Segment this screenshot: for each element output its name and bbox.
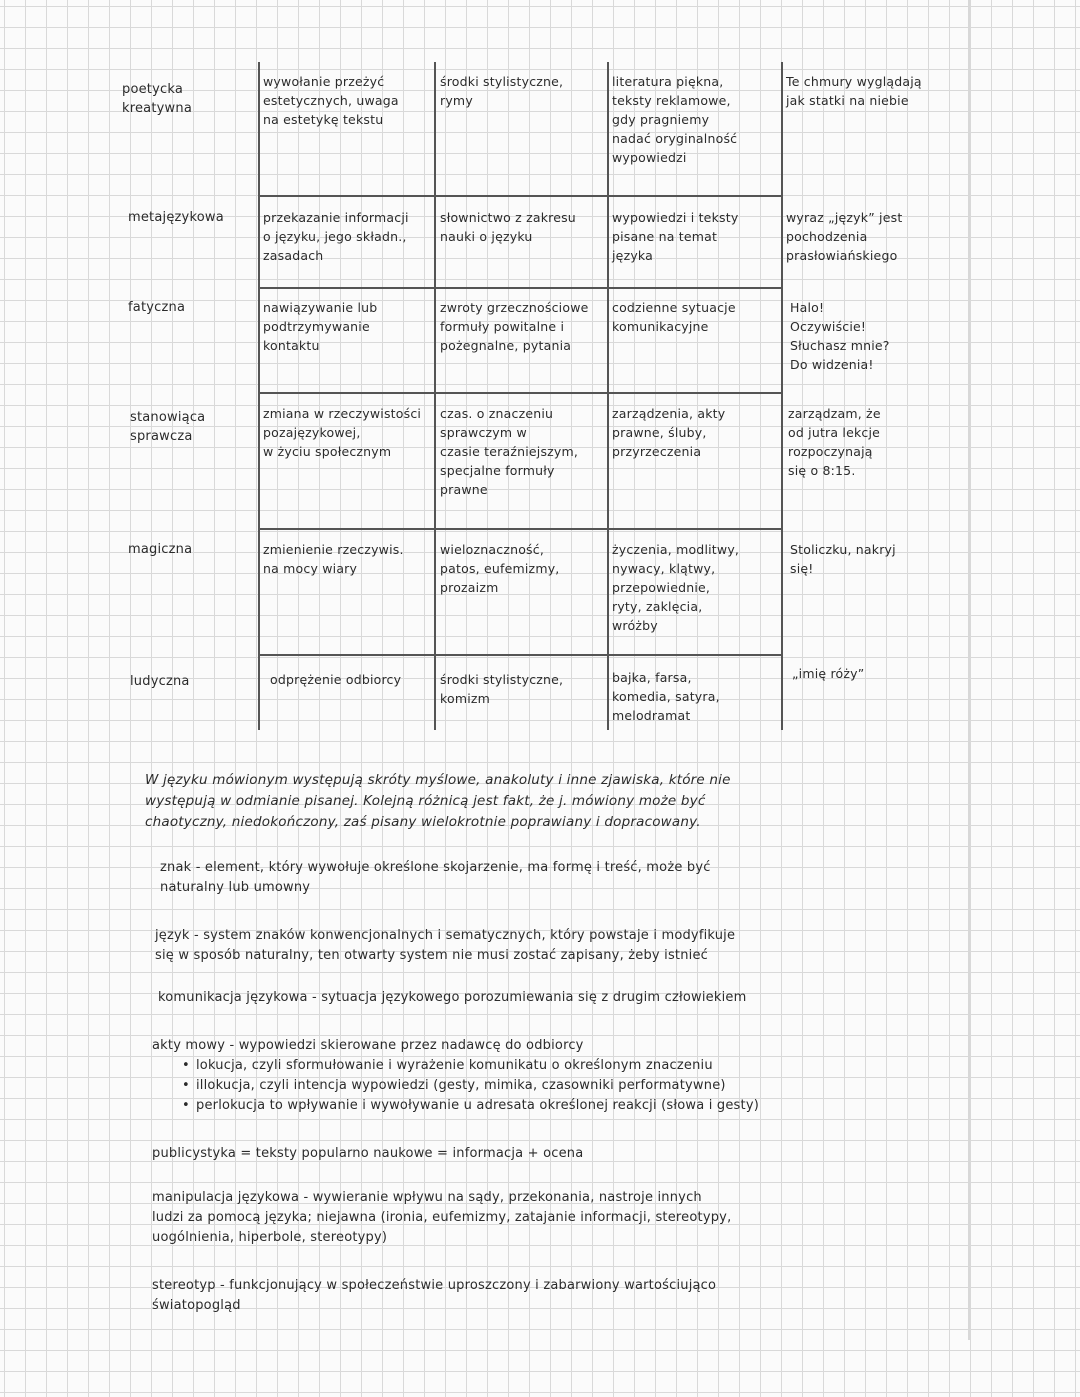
table-cell-means: czas. o znaczeniu sprawczym w czasie teraźniejszym, specjalne formuły prawne	[440, 406, 579, 497]
table-cell-means: słownictwo z zakresu nauki o języku	[440, 210, 576, 244]
definition-manipulacja: manipulacja językowa - wywieranie wpływu na sądy, przekonania, nastroje innych ludzi za pomocą języka; niejawna (ironia, eufemizmy, zatajanie informacji, stereotypy, uogólnienia, hiperbole, stereotypy)	[152, 1190, 732, 1245]
table-cell-sample: Te chmury wyglądają jak statki na niebie	[786, 74, 922, 108]
definition-stereotyp: stereotyp - funkcjonujący w społeczeństwie uproszczony i zabarwiony wartościująco światopogląd	[152, 1278, 717, 1313]
table-divider	[258, 392, 782, 394]
table-cell-means: wieloznaczność, patos, eufemizmy, prozaizm	[440, 542, 560, 595]
table-divider	[258, 654, 782, 656]
table-cell-means: zwroty grzecznościowe formuły powitalne i pożegnalne, pytania	[440, 300, 589, 353]
table-cell-function: stanowiąca sprawcza	[130, 410, 206, 444]
table-cell-goal: wywołanie przeżyć estetycznych, uwaga na estetykę tekstu	[263, 74, 399, 127]
table-divider	[258, 195, 782, 197]
table-cell-examples: bajka, farsa, komedia, satyra, melodramat	[612, 670, 720, 723]
table-cell-goal: nawiązywanie lub podtrzymywanie kontaktu	[263, 300, 378, 353]
table-divider	[258, 528, 782, 530]
definition-komunikacja: komunikacja językowa - sytuacja językowego porozumiewania się z drugim człowiekiem	[158, 990, 747, 1005]
table-cell-goal: zmiana w rzeczywistości pozajęzykowej, w życiu społecznym	[263, 406, 422, 459]
table-cell-function: poetycka kreatywna	[122, 82, 192, 116]
akty-mowy-title: akty mowy - wypowiedzi skierowane przez nadawcę do odbiorcy	[152, 1038, 584, 1053]
definition-akty-mowy	[152, 1036, 759, 1116]
table-cell-sample: wyraz „język” jest pochodzenia prasłowiańskiego	[786, 210, 903, 263]
definition-publicystyka: publicystyka = teksty popularno naukowe = informacja + ocena	[152, 1146, 584, 1161]
table-cell-examples: zarządzenia, akty prawne, śluby, przyrzeczenia	[612, 406, 726, 459]
table-cell-function: magiczna	[128, 542, 193, 557]
table-cell-sample: Stoliczku, nakryj się!	[790, 542, 896, 576]
akty-mowy-list	[152, 1056, 759, 1116]
table-cell-goal: przekazanie informacji o języku, jego składn., zasadach	[263, 210, 409, 263]
table-cell-means: środki stylistyczne, komizm	[440, 672, 564, 706]
table-divider	[258, 287, 782, 289]
table-cell-sample: „imię róży”	[792, 666, 865, 681]
list-item: • perlokucja to wpływanie i wywoływanie u adresata określonej reakcji (słowa i gesty)	[182, 1096, 759, 1116]
table-cell-goal: odprężenie odbiorcy	[270, 672, 402, 687]
table-cell-examples: wypowiedzi i teksty pisane na temat języka	[612, 210, 739, 263]
table-cell-means: środki stylistyczne, rymy	[440, 74, 564, 108]
table-divider	[434, 62, 436, 730]
table-cell-sample: zarządzam, że od jutra lekcje rozpoczynają się o 8:15.	[788, 406, 881, 478]
table-cell-examples: codzienne sytuacje komunikacyjne	[612, 300, 736, 334]
table-cell-examples: literatura piękna, teksty reklamowe, gdy pragniemy nadać oryginalność wypowiedzi	[612, 74, 738, 165]
table-cell-function: ludyczna	[130, 674, 190, 689]
table-cell-sample: Halo! Oczywiście! Słuchasz mnie? Do widzenia!	[790, 300, 890, 372]
table-divider	[607, 62, 609, 730]
spoken-vs-written-note: W języku mówionym występują skróty myślowe, anakoluty i inne zjawiska, które nie występują w odmianie pisanej. Kolejną różnicą jest fakt, że j. mówiony może być chaotyczny, niedokończony, zaś pisany wielokrotnie poprawiany i dopracowany.	[145, 772, 731, 830]
margin-line	[968, 0, 970, 1340]
definition-jezyk: język - system znaków konwencjonalnych i sematycznych, który powstaje i modyfikuje się w sposób naturalny, ten otwarty system nie musi zostać zapisany, żeby istnieć	[155, 928, 736, 963]
table-divider	[781, 62, 783, 730]
definition-znak: znak - element, który wywołuje określone skojarzenie, ma formę i treść, może być naturalny lub umowny	[160, 860, 711, 895]
list-item: • lokucja, czyli sformułowanie i wyrażenie komunikatu o określonym znaczeniu	[182, 1056, 759, 1076]
table-cell-function: metajęzykowa	[128, 210, 224, 225]
table-cell-goal: zmienienie rzeczywis. na mocy wiary	[263, 542, 404, 576]
table-divider	[258, 62, 260, 730]
table-cell-examples: życzenia, modlitwy, nywacy, klątwy, przepowiednie, ryty, zaklęcia, wróżby	[612, 542, 740, 633]
list-item: • illokucja, czyli intencja wypowiedzi (gesty, mimika, czasowniki performatywne)	[182, 1076, 759, 1096]
table-cell-function: fatyczna	[128, 300, 186, 315]
